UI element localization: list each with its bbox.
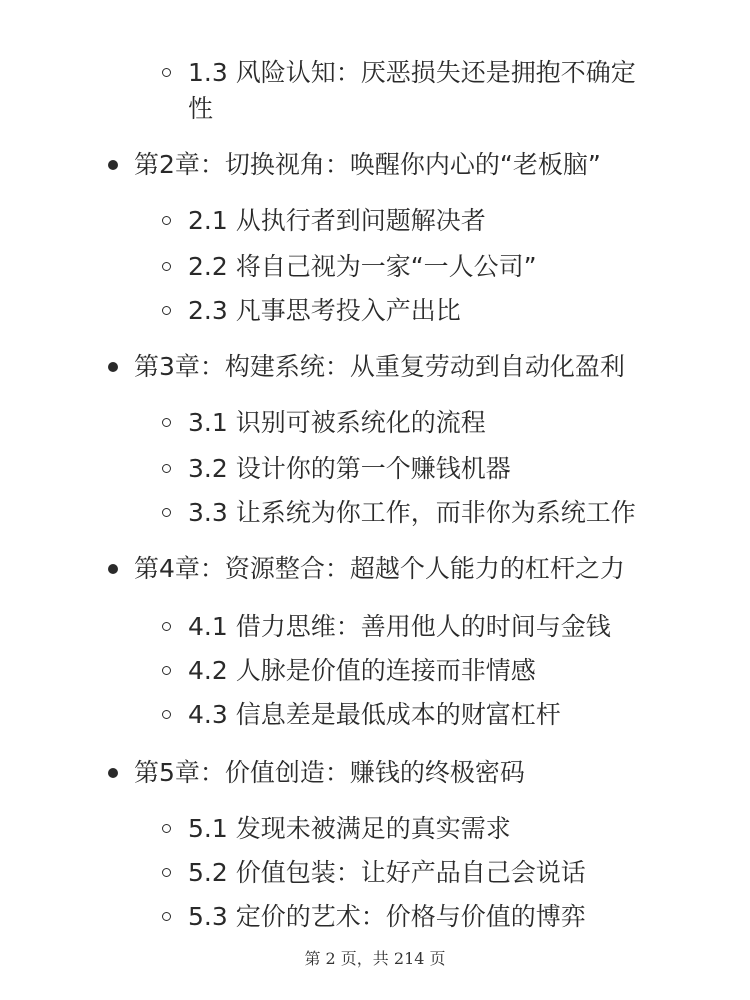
toc-section-label: 3.1 识别可被系统化的流程 xyxy=(188,408,486,437)
hollow-bullet-icon xyxy=(162,666,171,675)
hollow-bullet-icon xyxy=(162,710,171,719)
toc-section-label: 3.3 让系统为你工作，而非你为系统工作 xyxy=(188,498,636,527)
toc-section-label: 5.3 定价的艺术：价格与价值的博弈 xyxy=(188,902,586,931)
toc-chapter-title: 第3章：构建系统：从重复劳动到自动化盈利 xyxy=(134,352,625,381)
toc-chapter-title: 第4章：资源整合：超越个人能力的杠杆之力 xyxy=(134,554,625,583)
toc-section-label: 4.1 借力思维：善用他人的时间与金钱 xyxy=(188,612,611,641)
hollow-bullet-icon xyxy=(162,622,171,631)
hollow-bullet-icon xyxy=(162,306,171,315)
filled-bullet-icon xyxy=(108,362,118,372)
toc-section-label: 2.1 从执行者到问题解决者 xyxy=(188,206,486,235)
hollow-bullet-icon xyxy=(162,824,171,833)
hollow-bullet-icon xyxy=(162,68,171,77)
toc-section-continuation: 性 xyxy=(188,94,214,123)
toc-section-label: 5.2 价值包装：让好产品自己会说话 xyxy=(188,858,586,887)
hollow-bullet-icon xyxy=(162,912,171,921)
hollow-bullet-icon xyxy=(162,508,171,517)
toc-section-label: 4.2 人脉是价值的连接而非情感 xyxy=(188,656,536,685)
hollow-bullet-icon xyxy=(162,262,171,271)
hollow-bullet-icon xyxy=(162,868,171,877)
toc-section-label: 3.2 设计你的第一个赚钱机器 xyxy=(188,454,511,483)
toc-section-label: 5.1 发现未被满足的真实需求 xyxy=(188,814,511,843)
toc-section-label: 2.3 凡事思考投入产出比 xyxy=(188,296,461,325)
filled-bullet-icon xyxy=(108,768,118,778)
hollow-bullet-icon xyxy=(162,216,171,225)
toc-section-label: 1.3 风险认知：厌恶损失还是拥抱不确定 xyxy=(188,58,636,87)
page-number: 第 2 页，共 214 页 xyxy=(304,949,446,968)
toc-chapter-title: 第5章：价值创造：赚钱的终极密码 xyxy=(134,758,525,787)
filled-bullet-icon xyxy=(108,160,118,170)
toc-section-label: 2.2 将自己视为一家“一人公司” xyxy=(188,252,537,281)
toc-chapter-title: 第2章：切换视角：唤醒你内心的“老板脑” xyxy=(134,150,601,179)
hollow-bullet-icon xyxy=(162,464,171,473)
hollow-bullet-icon xyxy=(162,418,171,427)
toc-section-label: 4.3 信息差是最低成本的财富杠杆 xyxy=(188,700,561,729)
filled-bullet-icon xyxy=(108,564,118,574)
